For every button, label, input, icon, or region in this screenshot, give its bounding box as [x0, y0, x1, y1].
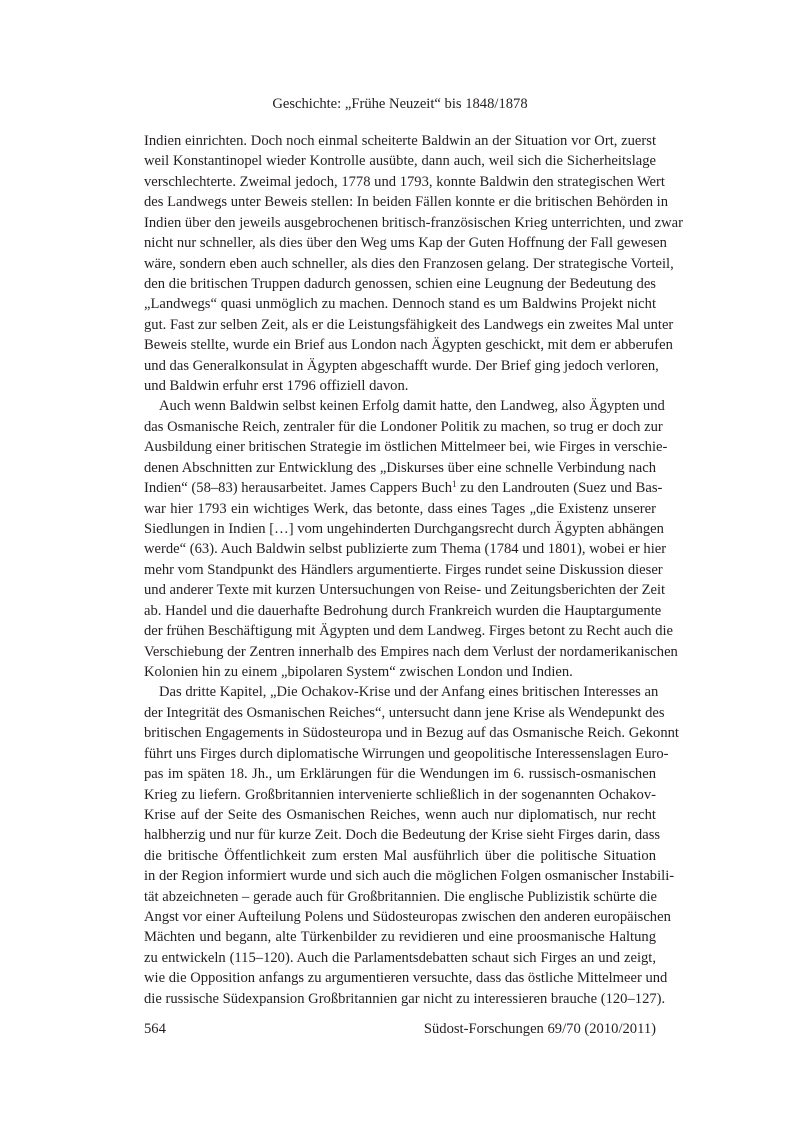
text-line: mehr vom Standpunkt des Händlers argumentierte. Firges rundet seine Diskussion dieser	[144, 561, 663, 578]
text-line: Siedlungen in Indien […] vom ungehinderten Durchgangsrecht durch Ägypten abhängen	[144, 521, 664, 538]
text-line: wie die Opposition anfangs zu argumentieren versuchte, dass das östliche Mittelmeer und	[144, 970, 668, 987]
paragraph-2	[144, 396, 678, 682]
text-run: zu den Landrouten (Suez und Bas-	[456, 480, 663, 497]
text-line: ab. Handel und die dauerhafte Bedrohung durch Frankreich wurden die Hauptargumente	[144, 602, 662, 619]
footnote-marker[interactable]: 1	[452, 479, 457, 490]
paragraph-3	[144, 682, 679, 1009]
text-line: zu entwickeln (115–120). Auch die Parlamentsdebatten schaut sich Firges an und zeigt,	[144, 949, 656, 966]
text-line: Indien einrichten. Doch noch einmal scheiterte Baldwin an der Situation vor Ort, zuerst	[144, 133, 656, 149]
text-run: Indien“ (58–83) herausarbeitet. James Cappers Buch	[144, 480, 452, 497]
text-line: pas im späten 18. Jh., um Erklärungen für die Wendungen im 6. russisch-osmanischen	[144, 766, 656, 783]
text-line: der Integrität des Osmanischen Reiches“, untersucht dann jene Krise als Wendepunkt des	[144, 704, 665, 721]
text-line: Beweis stellte, wurde ein Brief aus London nach Ägypten geschickt, mit dem er abberufen	[144, 337, 673, 354]
text-line: Angst vor einer Aufteilung Polens und Südosteuropas zwischen den anderen europäischen	[144, 909, 671, 926]
text-line: wäre, sondern eben auch schneller, als dies den Franzosen gelang. Der strategische Vorteil,	[144, 255, 674, 272]
text-line: verschlechterte. Zweimal jedoch, 1778 und 1793, konnte Baldwin den strategischen Wert	[144, 173, 665, 190]
text-line: Mächten und begann, alte Türkenbilder zu revidieren und eine proosmanische Haltung	[144, 929, 656, 946]
text-line: „Landwegs“ quasi unmöglich zu machen. Dennoch stand es um Baldwins Projekt nicht	[144, 296, 656, 313]
text-line: werde“ (63). Auch Baldwin selbst publizierte zum Thema (1784 und 1801), wobei er hier	[144, 541, 667, 558]
text-line: Das dritte Kapitel, „Die Ochakov-Krise und der Anfang eines britischen Interesses an	[159, 684, 659, 701]
text-line: die britische Öffentlichkeit zum ersten Mal ausführlich über die politische Situation	[144, 847, 656, 864]
text-line: des Landwegs unter Beweis stellen: In beiden Fällen konnte er die britischen Behörden in	[144, 194, 669, 211]
text-line: in der Region informiert wurde und sich auch die möglichen Folgen osmanischer Instabili-	[144, 868, 675, 885]
text-line: und das Generalkonsulat in Ägypten abgeschafft wurde. Der Brief ging jedoch verloren,	[144, 357, 659, 374]
text-line: den die britischen Truppen dadurch genossen, schien eine Leugnung der Bedeutung des	[144, 275, 656, 292]
text-line: und anderer Texte mit kurzen Untersuchungen von Reise- und Zeitungsberichten der Zeit	[144, 582, 666, 599]
running-header: Geschichte: „Frühe Neuzeit“ bis 1848/1878	[272, 96, 528, 112]
text-line: Ausbildung einer britischen Strategie im östlichen Mittelmeer bei, wie Firges in verschie-	[144, 439, 668, 456]
paragraph-1	[144, 131, 683, 396]
text-line: war hier 1793 ein wichtiges Werk, das betonte, dass eines Tages „die Existenz unserer	[144, 500, 656, 517]
text-line: denen Abschnitten zur Entwicklung des „Diskurses über eine schnelle Verbindung nach	[144, 459, 656, 476]
text-line: Krieg zu liefern. Großbritannien intervenierte schließlich in der sogenannten Ochakov-	[144, 786, 656, 803]
text-line: halbherzig und nur für kurze Zeit. Doch die Bedeutung der Krise sieht Firges darin, dass	[144, 827, 661, 844]
text-line-with-footnote	[144, 478, 663, 498]
text-line: Kolonien hin zu einem „bipolaren System“ zwischen London und Indien.	[144, 663, 573, 680]
text-line: nicht nur schneller, als dies über den Weg ums Kap der Guten Hoffnung der Fall gewesen	[144, 235, 667, 252]
page-footer	[144, 1019, 656, 1039]
text-line: die russische Südexpansion Großbritannien gar nicht zu interessieren brauche (120–127).	[144, 990, 666, 1007]
text-line: tät abzeichneten – gerade auch für Großbritannien. Die englische Publizistik schürte die	[144, 888, 658, 905]
text-line: gut. Fast zur selben Zeit, als er die Leistungsfähigkeit des Landwegs ein zweites Mal unter	[144, 316, 674, 333]
text-line: führt uns Firges durch diplomatische Wirrungen und geopolitische Interessenslagen Euro-	[144, 745, 669, 762]
text-line: der frühen Beschäftigung mit Ägypten und dem Landweg. Firges betont zu Recht auch die	[144, 623, 674, 640]
text-line: und Baldwin erfuhr erst 1796 offiziell davon.	[144, 378, 409, 395]
text-line: britischen Engagements in Südosteuropa und in Bezug auf das Osmanische Reich. Gekonnt	[144, 725, 679, 742]
page-number: 564	[144, 1021, 166, 1037]
text-line: Auch wenn Baldwin selbst keinen Erfolg damit hatte, den Landweg, also Ägypten und	[159, 398, 665, 415]
text-line: weil Konstantinopel wieder Kontrolle ausübte, dann auch, weil sich die Sicherheitslage	[144, 153, 656, 170]
body-text	[144, 131, 683, 1009]
text-line: das Osmanische Reich, zentraler für die Londoner Politik zu machen, so trug er doch zur	[144, 418, 663, 435]
text-line: Verschiebung der Zentren innerhalb des Empires nach dem Verlust der nordamerikanischen	[144, 643, 678, 660]
text-line: Krise auf der Seite des Osmanischen Reiches, wenn auch nur diplomatisch, nur recht	[144, 806, 656, 823]
journal-citation: Südost-Forschungen 69/70 (2010/2011)	[423, 1021, 656, 1037]
text-line: Indien über den jeweils ausgebrochenen britisch-französischen Krieg unterrichten, und zwar	[144, 214, 683, 231]
